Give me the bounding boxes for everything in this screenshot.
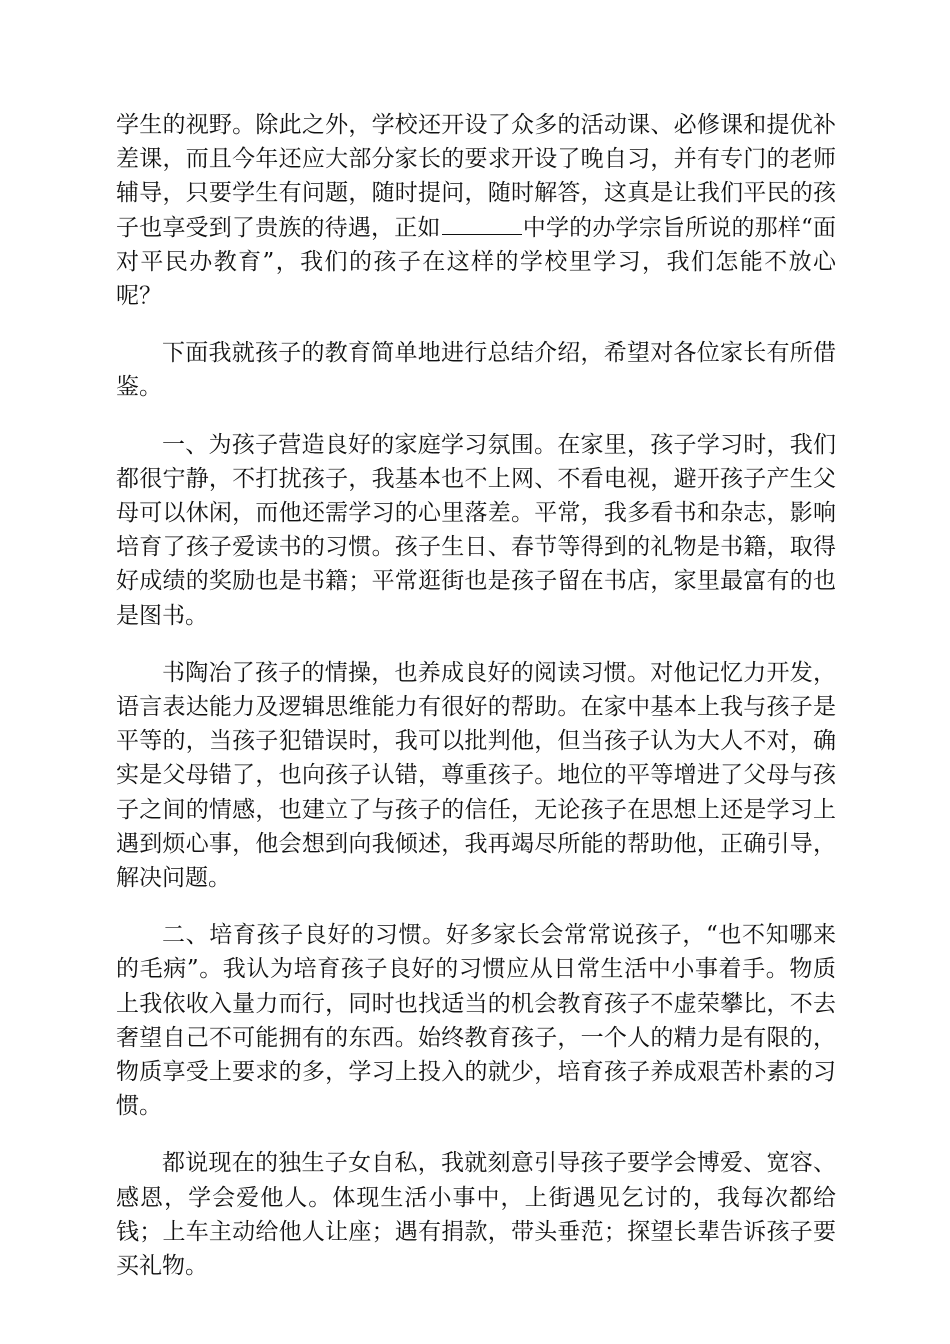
paragraph-1-text-before-blank: 学生的视野。除此之外，学校还开设了众多的活动课、必修课和提优补差课，而且今年还应大部分家长的要求开设了晚自习，并有专门的老师辅导，只要学生有问题，随时提问，随时解答，这真是让我们平民的孩子也享受到了贵族的待遇，正如 bbox=[116, 112, 836, 241]
paragraph-2: 下面我就孩子的教育简单地进行总结介绍，希望对各位家长有所借鉴。 bbox=[116, 340, 836, 401]
document-body bbox=[116, 108, 836, 1306]
paragraph-3: 一、为孩子营造良好的家庭学习氛围。在家里，孩子学习时，我们都很宁静，不打扰孩子，我基本也不上网、不看电视，避开孩子产生父母可以休闲，而他还需学习的心里落差。平常，我多看书和杂志，影响培育了孩子爱读书的习惯。孩子生日、春节等得到的礼物是书籍，取得好成绩的奖励也是书籍；平常逛街也是孩子留在书店，家里最富有的也是图书。 bbox=[116, 431, 836, 629]
paragraph-6: 都说现在的独生子女自私，我就刻意引导孩子要学会博爱、宽容、感恩，学会爱他人。体现生活小事中，上街遇见乞讨的，我每次都给钱；上车主动给他人让座；遇有捐款，带头垂范；探望长辈告诉孩子要买礼物。 bbox=[116, 1150, 836, 1280]
paragraph-5: 二、培育孩子良好的习惯。好多家长会常常说孩子，“也不知哪来的毛病”。我认为培育孩子良好的习惯应从日常生活中小事着手。物质上我依收入量力而行，同时也找适当的机会教育孩子不虚荣攀比，不去奢望自己不可能拥有的东西。始终教育孩子，一个人的精力是有限的，物质享受上要求的多，学习上投入的就少，培育孩子养成艰苦朴素的习惯。 bbox=[116, 922, 836, 1120]
paragraph-4: 书陶冶了孩子的情操，也养成良好的阅读习惯。对他记忆力开发，语言表达能力及逻辑思维能力有很好的帮助。在家中基本上我与孩子是平等的，当孩子犯错误时，我可以批判他，但当孩子认为大人不对，确实是父母错了，也向孩子认错，尊重孩子。地位的平等增进了父母与孩子之间的情感，也建立了与孩子的信任，无论孩子在思想上还是学习上遇到烦心事，他会想到向我倾述，我再竭尽所能的帮助他，正确引导，解决问题。 bbox=[116, 659, 836, 892]
paragraph-1 bbox=[116, 108, 836, 313]
fill-in-blank bbox=[442, 233, 522, 235]
paragraph-1-text-after-blank: 中学的办学宗旨所说的那样“面对平民办教育”，我们的孩子在这样的学校里学习，我们怎能不放心呢？ bbox=[116, 214, 837, 310]
